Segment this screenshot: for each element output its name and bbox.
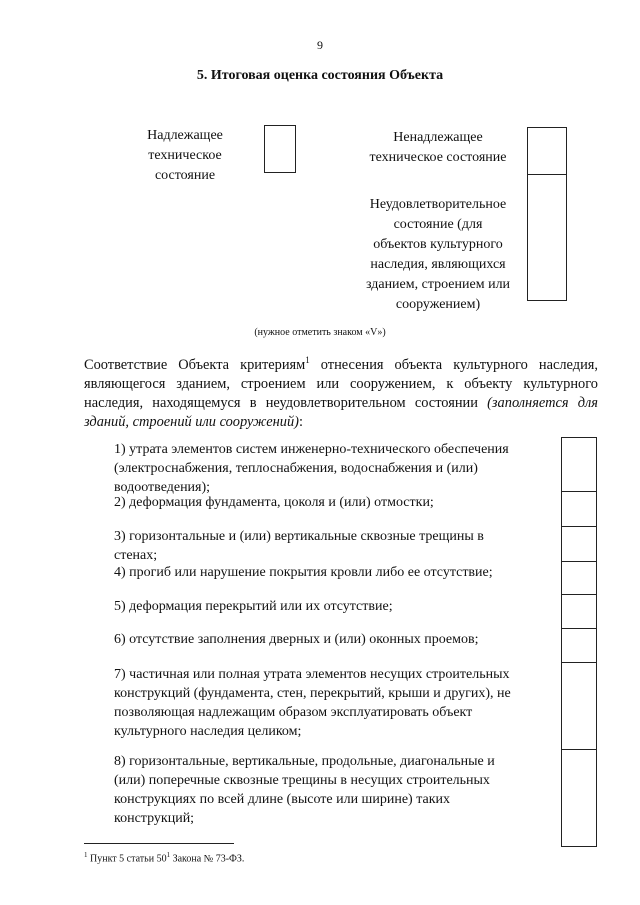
criteria-intro: Соответствие Объекта критериям$^1$ отнесения объекта культурного наследия, являющегося зданием, строением или сооружением, к объекту культурного наследия, находящемуся в неудовлетворительном состоянии (заполняется для зданий, строений или сооружений): [84, 355, 598, 430]
criterion-3: 3) горизонтальные и (или) вертикальные сквозные трещины в стенах; [114, 529, 484, 563]
footnote: $^1$ Пункт 5 статьи $50^1$ Закона № 73-ФЗ. [84, 851, 245, 865]
option-proper-label: Надлежащее техническое состояние [147, 128, 223, 183]
criterion-3-checkbox[interactable] [561, 526, 597, 561]
criterion-4: 4) прогиб или нарушение покрытия кровли либо ее отсутствие; [114, 565, 493, 580]
footnote-ref: 1 [305, 355, 310, 366]
criterion-7: 7) частичная или полная утрата элементов несущих строительных конструкций (фундамента, стен, перекрытий, крыши и других), не позволяющая надлежащим образом эксплуатировать объект культурного наследия целиком; [114, 667, 511, 739]
option-proper-checkbox[interactable] [264, 125, 296, 173]
section-title: 5. Итоговая оценка состояния Объекта [196, 68, 444, 83]
criterion-8: 8) горизонтальные, вертикальные, продольные, диагональные и (или) поперечные сквозные трещины в несущих строительных конструкциях по всей длине (высоте или ширине) таких конструкций; [114, 754, 495, 826]
criterion-6: 6) отсутствие заполнения дверных и (или) оконных проемов; [114, 632, 479, 647]
criterion-2-checkbox[interactable] [561, 491, 597, 526]
criterion-6-checkbox[interactable] [561, 628, 597, 662]
criterion-5-checkbox[interactable] [561, 594, 597, 628]
mark-note: (нужное отметить знаком «V») [254, 327, 386, 338]
option-unsatisfactory-checkbox[interactable] [527, 174, 567, 301]
footnote-divider [84, 843, 234, 844]
page-number: 9 [317, 38, 323, 52]
criterion-2: 2) деформация фундамента, цоколя и (или) отмостки; [114, 495, 434, 510]
criterion-4-checkbox[interactable] [561, 561, 597, 594]
option-improper-label: Ненадлежащее техническое состояние [369, 130, 507, 165]
option-improper-checkbox[interactable] [527, 127, 567, 175]
criterion-1-checkbox[interactable] [561, 437, 597, 491]
criterion-1: 1) утрата элементов систем инженерно-технического обеспечения (электроснабжения, теплоснабжения, водоснабжения и (или) водоотведения); [114, 442, 509, 495]
criterion-8-checkbox[interactable] [561, 749, 597, 847]
criterion-5: 5) деформация перекрытий или их отсутствие; [114, 599, 393, 614]
option-unsatisfactory-label: Неудовлетворительное состояние (для объектов культурного наследия, являющихся зданием, строением или сооружением) [365, 197, 511, 312]
criterion-7-checkbox[interactable] [561, 662, 597, 749]
